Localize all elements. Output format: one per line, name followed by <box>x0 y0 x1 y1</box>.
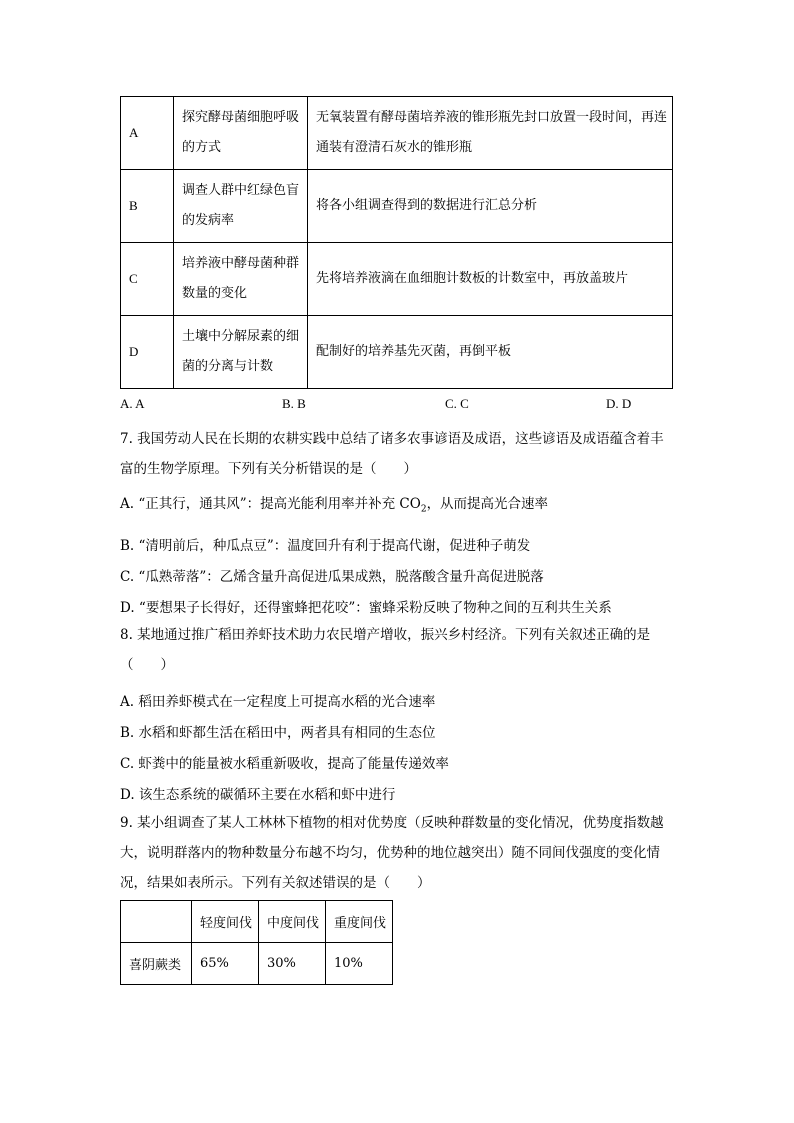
table-row <box>121 316 673 389</box>
experiment-cell: 探究酵母菌细胞呼吸的方式 <box>174 97 308 170</box>
choice-c[interactable]: C. C <box>445 396 469 411</box>
question-9-stem: 9. 某小组调查了某人工林林下植物的相对优势度（反映种群数量的变化情况，优势度指数越大，说明群落内的物种数量分布越不均匀，优势种的地位越突出）随不同间伐强度的变化情况，结果如表所示。下列有关叙述错误的是（ ） <box>120 815 664 891</box>
row-label: C <box>121 243 174 316</box>
subscript: 2 <box>420 504 427 515</box>
row-label: B <box>121 170 174 243</box>
row-label: D <box>121 316 174 389</box>
experiment-cell: 土壤中分解尿素的细菌的分离与计数 <box>174 316 308 389</box>
header-cell <box>121 901 192 943</box>
operation-cell: 配制好的培养基先灭菌，再倒平板 <box>308 316 673 389</box>
q8-option-d[interactable]: D. 该生态系统的碳循环主要在水稻和虾中进行 <box>120 787 396 803</box>
row-label: 喜阴蕨类 <box>121 943 192 985</box>
q7-option-d[interactable]: D. “要想果子长得好，还得蜜蜂把花咬”：蜜蜂采粉反映了物种之间的互利共生关系 <box>120 600 612 616</box>
q7-option-a-text: A. “正其行，通其风”：提高光能利用率并补充 CO <box>120 496 421 512</box>
table-row <box>121 243 673 316</box>
dominance-table <box>120 900 393 985</box>
header-cell: 轻度间伐 <box>192 901 259 943</box>
experiment-cell: 培养液中酵母菌种群数量的变化 <box>174 243 308 316</box>
q8-option-b[interactable]: B. 水稻和虾都生活在稻田中，两者具有相同的生态位 <box>120 725 436 741</box>
choice-b[interactable]: B. B <box>282 396 306 411</box>
q7-option-c[interactable]: C. “瓜熟蒂落”：乙烯含量升高促进瓜果成熟，脱落酸含量升高促进脱落 <box>120 569 544 585</box>
experiment-cell: 调查人群中红绿色盲的发病率 <box>174 170 308 243</box>
table-row <box>121 170 673 243</box>
table-cell: 10% <box>326 943 393 985</box>
q7-option-a-tail: ，从而提高光合速率 <box>426 496 549 512</box>
header-cell: 重度间伐 <box>326 901 393 943</box>
operation-cell: 无氧装置有酵母菌培养液的锥形瓶先封口放置一段时间，再连通装有澄清石灰水的锥形瓶 <box>308 97 673 170</box>
header-cell: 中度间伐 <box>259 901 326 943</box>
q8-option-a[interactable]: A. 稻田养虾模式在一定程度上可提高水稻的光合速率 <box>120 694 436 710</box>
question-7-stem: 7. 我国劳动人民在长期的农耕实践中总结了诸多农事谚语及成语，这些谚语及成语蕴含着丰富的生物学原理。下列有关分析错误的是（ ） <box>120 431 664 477</box>
choice-a[interactable]: A. A <box>120 396 145 411</box>
operation-cell: 先将培养液滴在血细胞计数板的计数室中，再放盖玻片 <box>308 243 673 316</box>
choice-d[interactable]: D. D <box>606 396 632 411</box>
operation-cell: 将各小组调查得到的数据进行汇总分析 <box>308 170 673 243</box>
question-8-stem: 8. 某地通过推广稻田养虾技术助力农民增产增收，振兴乡村经济。下列有关叙述正确的是（ ） <box>120 627 651 673</box>
q7-option-a[interactable] <box>120 492 548 515</box>
table-row <box>121 943 393 985</box>
experiment-table <box>120 96 673 389</box>
table-header-row <box>121 901 393 943</box>
table-cell: 65% <box>192 943 259 985</box>
row-label: A <box>121 97 174 170</box>
table-cell: 30% <box>259 943 326 985</box>
q8-option-c[interactable]: C. 虾粪中的能量被水稻重新吸收，提高了能量传递效率 <box>120 756 449 772</box>
q7-option-b[interactable]: B. “清明前后，种瓜点豆”：温度回升有利于提高代谢，促进种子萌发 <box>120 538 531 554</box>
table-row <box>121 97 673 170</box>
